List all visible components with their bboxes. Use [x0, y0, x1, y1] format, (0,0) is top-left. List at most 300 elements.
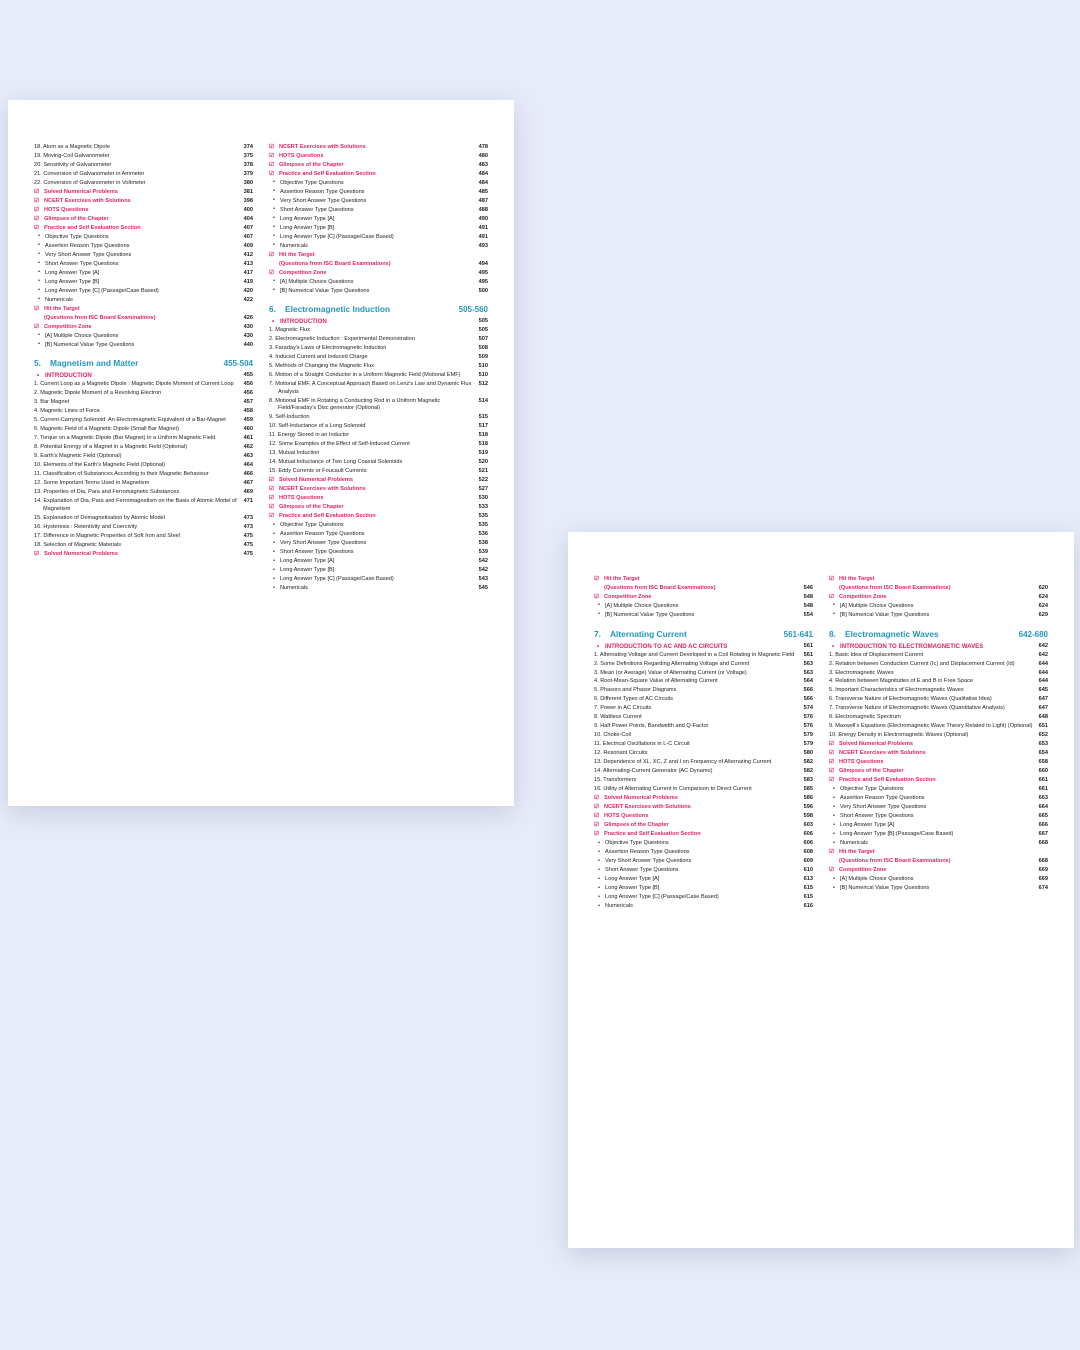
entry-label: ☑ NCERT Exercises with Solutions	[829, 750, 1034, 758]
toc-entry	[34, 399, 253, 407]
toc-entry	[594, 670, 813, 678]
entry-label: • Long Answer Type [B]	[269, 225, 474, 233]
entry-label: • Very Short Answer Type Questions	[269, 198, 474, 206]
toc-entry	[269, 576, 488, 584]
entry-page: 379	[243, 170, 253, 177]
entry-page: 542	[478, 558, 488, 565]
chapter-title: Electromagnetic Waves	[845, 628, 939, 639]
toc-entry	[829, 849, 1048, 857]
toc-entry	[34, 216, 253, 224]
toc-entry	[829, 768, 1048, 776]
entry-page: 576	[803, 714, 813, 721]
entry-page: 459	[243, 417, 253, 424]
entry-label: 4. Magnetic Lines of Force	[34, 408, 100, 415]
entry-label: 6. Different Types of AC Circuits	[594, 696, 674, 703]
entry-page: 543	[478, 576, 488, 583]
entry-page: 663	[1038, 795, 1048, 802]
entry-label: • INTRODUCTION TO ELECTROMAGNETIC WAVES	[840, 643, 1034, 650]
entry-label: 12. Some Important Terms Used in Magnetism	[34, 480, 150, 487]
entry-label: 15. Explanation of Demagnetisation by Atomic Model	[34, 514, 165, 521]
toc-entry	[594, 612, 813, 620]
entry-label: ☑ Competition Zone	[269, 270, 474, 278]
entry-label: • INTRODUCTION	[45, 372, 239, 379]
entry-label: 1. Alternating Voltage and Current Developed in a Coil Rotating in Magnetic Field	[594, 651, 795, 658]
toc-entry	[34, 390, 253, 398]
toc-entry	[269, 288, 488, 296]
entry-page: 400	[243, 206, 253, 213]
entry-label: 18. Atom as a Magnetic Dipole	[34, 144, 110, 150]
toc-entry	[34, 180, 253, 188]
entry-page: 467	[243, 480, 253, 487]
toc-entry	[269, 423, 488, 431]
entry-label: ☑ Practice and Self Evaluation Section	[269, 171, 474, 179]
toc-page-2	[568, 532, 1074, 1248]
entry-page: 579	[803, 732, 813, 739]
entry-label: 1. Current Loop as a Magnetic Dipole : Magnetic Dipole Moment of Current Loop	[34, 381, 234, 388]
toc-entry	[34, 288, 253, 296]
entry-label: 4. Relation between Magnitudes of E and B in Free Space	[829, 678, 973, 685]
entry-label: • Very Short Answer Type Questions	[269, 540, 474, 548]
entry-page: 651	[1038, 723, 1048, 730]
toc-entry	[34, 189, 253, 197]
toc-column-right	[829, 576, 1048, 912]
toc-entry	[594, 732, 813, 740]
chapter-heading	[269, 304, 488, 314]
entry-page: 668	[1038, 840, 1048, 847]
entry-page: 491	[478, 224, 488, 231]
toc-entry	[269, 531, 488, 539]
entry-label: ☑ Competition Zone	[829, 867, 1034, 875]
toc-entry	[594, 876, 813, 884]
entry-label: • Objective Type Questions	[594, 840, 799, 848]
entry-label: • Objective Type Questions	[269, 180, 474, 188]
entry-page: 413	[243, 260, 253, 267]
entry-label: ☑ Solved Numerical Problems	[34, 551, 239, 559]
toc-entry	[34, 333, 253, 341]
toc-entry	[594, 795, 813, 803]
toc-entry	[34, 524, 253, 532]
entry-page: 644	[1038, 678, 1048, 685]
entry-label: 16. Hysteresis : Retentivity and Coercivity	[34, 523, 138, 530]
entry-label: • Objective Type Questions	[269, 522, 474, 530]
entry-page: 665	[1038, 813, 1048, 820]
entry-label: • Numericals	[34, 297, 239, 305]
entry-label: ☑ Hit the Target	[34, 306, 248, 314]
entry-label: 10. Choke-Coil	[594, 732, 631, 739]
entry-label: • [A] Multiple Choice Questions	[829, 603, 1034, 611]
entry-page: 535	[478, 513, 488, 520]
chapter-number: 5.	[34, 358, 41, 369]
entry-label: • Long Answer Type [B]	[269, 567, 474, 575]
entry-page: 512	[478, 381, 488, 388]
entry-page: 545	[478, 585, 488, 592]
entry-label: • Numericals	[269, 585, 474, 593]
entry-label: 14. Mutual Inductance of Two Long Coaxial Solenoids	[269, 459, 403, 466]
entry-page: 518	[478, 441, 488, 448]
toc-entry	[269, 162, 488, 170]
toc-entry	[829, 813, 1048, 821]
entry-page: 539	[478, 549, 488, 556]
toc-entry	[269, 585, 488, 593]
entry-label: 13. Mutual Induction	[269, 450, 320, 457]
entry-page: 490	[478, 215, 488, 222]
toc-entry	[594, 759, 813, 767]
entry-label: ☑ Glimpses of the Chapter	[829, 768, 1034, 776]
entry-label: ☑ Competition Zone	[594, 594, 799, 602]
entry-page: 579	[803, 741, 813, 748]
toc-entry	[34, 444, 253, 452]
toc-entry	[594, 652, 813, 660]
entry-label: 2. Electromagnetic Induction : Experimental Demonstration	[269, 336, 415, 343]
entry-page: 667	[1038, 831, 1048, 838]
entry-page: 420	[243, 287, 253, 294]
toc-entry	[269, 261, 488, 269]
toc-entry	[34, 153, 253, 161]
toc-entry	[34, 315, 253, 323]
entry-label: ☑ HOTS Questions	[269, 495, 474, 503]
entry-page: 455	[243, 372, 253, 379]
entry-label: • [B] Numerical Value Type Questions	[269, 288, 474, 296]
entry-page: 566	[803, 696, 813, 703]
entry-page: 422	[243, 296, 253, 303]
toc-entry	[594, 840, 813, 848]
entry-label: • Long Answer Type [C] (Passage/Case Based)	[269, 234, 474, 242]
toc-entry	[269, 363, 488, 371]
entry-page: 647	[1038, 696, 1048, 703]
entry-label: • Assertion Reason Type Questions	[269, 189, 474, 197]
entry-page: 615	[803, 885, 813, 892]
toc-entry	[594, 786, 813, 794]
toc-entry	[269, 459, 488, 467]
entry-page: 660	[1038, 768, 1048, 775]
entry-label: • Numericals	[829, 840, 1034, 848]
entry-label: ☑ HOTS Questions	[269, 153, 474, 161]
entry-label: 2. Relation between Conduction Current (Ic) and Displacement Current (Id)	[829, 660, 1015, 667]
entry-page: 440	[243, 341, 253, 348]
toc-entry	[269, 495, 488, 503]
chapter-number: 8.	[829, 628, 836, 639]
entry-page: 509	[478, 354, 488, 361]
toc-entry	[34, 480, 253, 488]
entry-label: • [B] Numerical Value Type Questions	[829, 612, 1034, 620]
entry-page: 658	[1038, 759, 1048, 766]
entry-label: 11. Energy Stored in an Inductor	[269, 432, 350, 439]
entry-label: 1. Magnetic Flux	[269, 327, 311, 334]
entry-page: 652	[1038, 732, 1048, 739]
entry-page: 488	[478, 206, 488, 213]
toc-page-1	[8, 100, 514, 806]
toc-entry	[269, 234, 488, 242]
toc-entry	[594, 705, 813, 713]
entry-label: • Very Short Answer Type Questions	[34, 252, 239, 260]
entry-page: 430	[243, 332, 253, 339]
entry-page: 475	[243, 532, 253, 539]
entry-label: 5. Methods of Changing the Magnetic Flux	[269, 363, 375, 370]
entry-page: 407	[243, 224, 253, 231]
toc-entry	[269, 432, 488, 440]
entry-page: 462	[243, 444, 253, 451]
toc-entry	[829, 822, 1048, 830]
entry-label: (Questions from ISC Board Examinations)	[279, 260, 391, 267]
entry-page: 508	[478, 345, 488, 352]
toc-entry	[829, 696, 1048, 704]
entry-label: • INTRODUCTION	[280, 318, 474, 325]
toc-entry	[269, 450, 488, 458]
entry-label: 6. Transverse Nature of Electromagnetic Waves (Qualitative Idea)	[829, 696, 992, 703]
entry-label: 6. Magnetic Field of a Magnetic Dipole (Small Bar Magnet)	[34, 426, 179, 433]
chapter-page-range: 455-504	[223, 359, 253, 369]
entry-page: 606	[803, 840, 813, 847]
entry-page: 412	[243, 251, 253, 258]
toc-entry	[829, 652, 1048, 660]
entry-page: 483	[478, 161, 488, 168]
entry-label: • [A] Multiple Choice Questions	[829, 876, 1034, 884]
entry-label: 6. Motion of a Straight Conductor in a Uniform Magnetic Field (Motional EMF)	[269, 372, 461, 379]
entry-page: 460	[243, 426, 253, 433]
section-intro	[34, 372, 253, 379]
toc-entry	[594, 777, 813, 785]
entry-label: ☑ Glimpses of the Chapter	[269, 162, 474, 170]
entry-label: • [B] Numerical Value Type Questions	[829, 885, 1034, 893]
toc-entry	[34, 417, 253, 425]
entry-page: 645	[1038, 687, 1048, 694]
entry-label: ☑ HOTS Questions	[34, 207, 239, 215]
entry-label: ☑ Practice and Self Evaluation Section	[594, 831, 799, 839]
entry-label: ☑ Hit the Target	[829, 849, 1043, 857]
entry-page: 374	[243, 144, 253, 150]
toc-entry	[829, 705, 1048, 713]
entry-page: 521	[478, 468, 488, 475]
toc-entry	[269, 398, 488, 413]
entry-page: 644	[1038, 669, 1048, 676]
toc-entry	[829, 670, 1048, 678]
entry-page: 642	[1038, 642, 1048, 649]
chapter-title: Electromagnetic Induction	[285, 304, 391, 315]
entry-page: 407	[243, 233, 253, 240]
toc-entry	[269, 327, 488, 335]
toc-entry	[269, 243, 488, 251]
toc-entry	[269, 354, 488, 362]
entry-label: 10. Energy Density in Electromagnetic Waves (Optional)	[829, 732, 969, 739]
toc-entry	[34, 533, 253, 541]
toc-entry	[829, 603, 1048, 611]
toc-entry	[269, 171, 488, 179]
entry-page: 487	[478, 197, 488, 204]
toc-column-left	[34, 144, 253, 594]
entry-label: • [B] Numerical Value Type Questions	[594, 612, 799, 620]
entry-page: 520	[478, 459, 488, 466]
entry-label: ☑ NCERT Exercises with Solutions	[269, 486, 474, 494]
entry-label: ☑ Hit the Target	[829, 576, 1043, 584]
entry-label: 9. Self-Induction	[269, 414, 310, 421]
toc-entry	[269, 468, 488, 476]
entry-label: • INTRODUCTION TO AC AND AC CIRCUITS	[605, 643, 799, 650]
section-intro	[269, 318, 488, 325]
toc-entry	[269, 558, 488, 566]
chapter-page-range: 642-680	[1018, 629, 1048, 639]
entry-label: 8. Motional EMF in Rotating a Conducting Rod in a Uniform Magnetic Field/Faraday's Disc generator (Optional)	[269, 397, 441, 412]
entry-label: 7. Transverse Nature of Electromagnetic Waves (Quantitative Analysis)	[829, 705, 1005, 712]
entry-label: ☑ Hit the Target	[594, 576, 808, 584]
entry-page: 609	[803, 858, 813, 865]
entry-page: 536	[478, 531, 488, 538]
toc-entry	[269, 144, 488, 152]
entry-page: 381	[243, 188, 253, 195]
entry-label: • Objective Type Questions	[34, 234, 239, 242]
toc-entry	[829, 723, 1048, 731]
entry-label: ☑ Solved Numerical Problems	[594, 795, 799, 803]
toc-entry	[269, 336, 488, 344]
toc-entry	[829, 714, 1048, 722]
entry-label: • [B] Numerical Value Type Questions	[34, 342, 239, 350]
entry-page: 457	[243, 399, 253, 406]
entry-page: 538	[478, 540, 488, 547]
entry-page: 519	[478, 450, 488, 457]
entry-label: • Short Answer Type Questions	[594, 867, 799, 875]
entry-label: • [A] Multiple Choice Questions	[34, 333, 239, 341]
entry-page: 546	[803, 584, 813, 591]
entry-page: 580	[803, 750, 813, 757]
entry-page: 566	[803, 687, 813, 694]
toc-entry	[34, 489, 253, 497]
toc-entry	[34, 162, 253, 170]
entry-page: 664	[1038, 804, 1048, 811]
entry-label: • Long Answer Type [C] (Passage/Case Based)	[594, 894, 799, 902]
toc-entry	[34, 515, 253, 523]
entry-label: • Long Answer Type [A]	[269, 558, 474, 566]
toc-entry	[269, 225, 488, 233]
toc-entry	[594, 576, 813, 584]
entry-page: 596	[803, 804, 813, 811]
toc-entry	[594, 661, 813, 669]
entry-page: 522	[478, 477, 488, 484]
entry-page: 466	[243, 471, 253, 478]
entry-page: 475	[243, 541, 253, 548]
entry-page: 419	[243, 278, 253, 285]
toc-entry	[829, 795, 1048, 803]
entry-label: 3. Faraday's Laws of Electromagnetic Induction	[269, 345, 387, 352]
entry-label: 15. Eddy Currents or Foucault Currents	[269, 468, 367, 475]
entry-page: 548	[803, 593, 813, 600]
toc-entry	[34, 453, 253, 461]
toc-entry	[594, 678, 813, 686]
entry-label: • Long Answer Type [A]	[269, 216, 474, 224]
entry-label: • Short Answer Type Questions	[269, 549, 474, 557]
entry-page: 380	[243, 179, 253, 186]
chapter-page-range: 561-641	[783, 629, 813, 639]
toc-entry	[829, 741, 1048, 749]
toc-entry	[269, 279, 488, 287]
entry-page: 505	[478, 327, 488, 334]
toc-entry	[594, 885, 813, 893]
entry-page: 554	[803, 611, 813, 618]
entry-label: (Questions from ISC Board Examinations)	[839, 858, 951, 865]
entry-page: 629	[1038, 611, 1048, 618]
entry-page: 463	[243, 453, 253, 460]
entry-page: 624	[1038, 602, 1048, 609]
toc-entry	[34, 171, 253, 179]
entry-page: 561	[803, 651, 813, 658]
toc-column-right	[269, 144, 488, 594]
entry-label: • Long Answer Type [A]	[829, 822, 1034, 830]
entry-page: 484	[478, 179, 488, 186]
entry-label: 5. Current-Carrying Solenoid: An Electromagnetic Equivalent of a Bar-Magnet	[34, 417, 226, 424]
entry-label: 10. Self-Inductance of a Long Solenoid	[269, 423, 366, 430]
entry-label: • Long Answer Type [A]	[594, 876, 799, 884]
toc-entry	[829, 831, 1048, 839]
entry-page: 661	[1038, 786, 1048, 793]
entry-page: 514	[478, 397, 488, 404]
toc-entry	[269, 180, 488, 188]
entry-page: 598	[803, 813, 813, 820]
entry-page: 426	[243, 314, 253, 321]
entry-label: • Long Answer Type [A]	[34, 270, 239, 278]
toc-entry	[594, 858, 813, 866]
chapter-number: 6.	[269, 304, 276, 315]
entry-page: 478	[478, 144, 488, 150]
entry-page: 606	[803, 831, 813, 838]
toc-entry	[34, 498, 253, 513]
entry-label: 9. Earth's Magnetic Field (Optional)	[34, 453, 122, 460]
toc-entry	[34, 144, 253, 152]
entry-label: • Assertion Reason Type Questions	[34, 243, 239, 251]
toc-entry	[594, 831, 813, 839]
entry-page: 648	[1038, 714, 1048, 721]
entry-label: 2. Some Definitions Regarding Alternating Voltage and Current	[594, 660, 750, 667]
entry-page: 582	[803, 768, 813, 775]
entry-label: 16. Utility of Alternating Current in Comparison to Direct Current	[594, 786, 752, 793]
entry-page: 417	[243, 269, 253, 276]
toc-entry	[34, 243, 253, 251]
entry-page: 475	[243, 550, 253, 557]
entry-page: 473	[243, 514, 253, 521]
entry-page: 493	[478, 242, 488, 249]
entry-label: 11. Electrical Oscillations in L-C Circuit	[594, 741, 690, 748]
entry-label: 4. Root-Mean-Square Value of Alternating Current	[594, 678, 718, 685]
chapter-heading	[594, 629, 813, 639]
toc-entry	[594, 687, 813, 695]
entry-page: 527	[478, 486, 488, 493]
entry-page: 561	[803, 642, 813, 649]
toc-entry	[269, 441, 488, 449]
entry-label: ☑ Practice and Self Evaluation Section	[829, 777, 1034, 785]
entry-page: 464	[243, 462, 253, 469]
entry-page: 585	[803, 786, 813, 793]
entry-page: 500	[478, 287, 488, 294]
entry-label: 11. Classification of Substances According to their Magnetic Behaviour	[34, 471, 209, 478]
toc-column-left	[594, 576, 813, 912]
entry-page: 507	[478, 336, 488, 343]
toc-entry	[594, 723, 813, 731]
toc-entry	[269, 477, 488, 485]
entry-label: 15. Transformers	[594, 777, 637, 784]
toc-entry	[829, 786, 1048, 794]
entry-label: ☑ Practice and Self Evaluation Section	[34, 225, 239, 233]
entry-page: 458	[243, 408, 253, 415]
entry-page: 674	[1038, 885, 1048, 892]
toc-entry	[829, 885, 1048, 893]
toc-entry	[829, 867, 1048, 875]
entry-page: 535	[478, 522, 488, 529]
toc-entry	[594, 768, 813, 776]
entry-label: 9. Half Power Points, Bandwidth and Q-Factor	[594, 723, 709, 730]
entry-label: 1. Basic Idea of Displacement Current	[829, 651, 924, 658]
entry-label: 14. Explanation of Dia, Para and Ferromagnetism on the Basis of Atomic Model of Magnetism	[34, 498, 237, 512]
entry-page: 409	[243, 242, 253, 249]
entry-page: 644	[1038, 660, 1048, 667]
entry-label: • Long Answer Type [C] (Passage/Case Based)	[269, 576, 474, 584]
toc-entry	[269, 252, 488, 260]
